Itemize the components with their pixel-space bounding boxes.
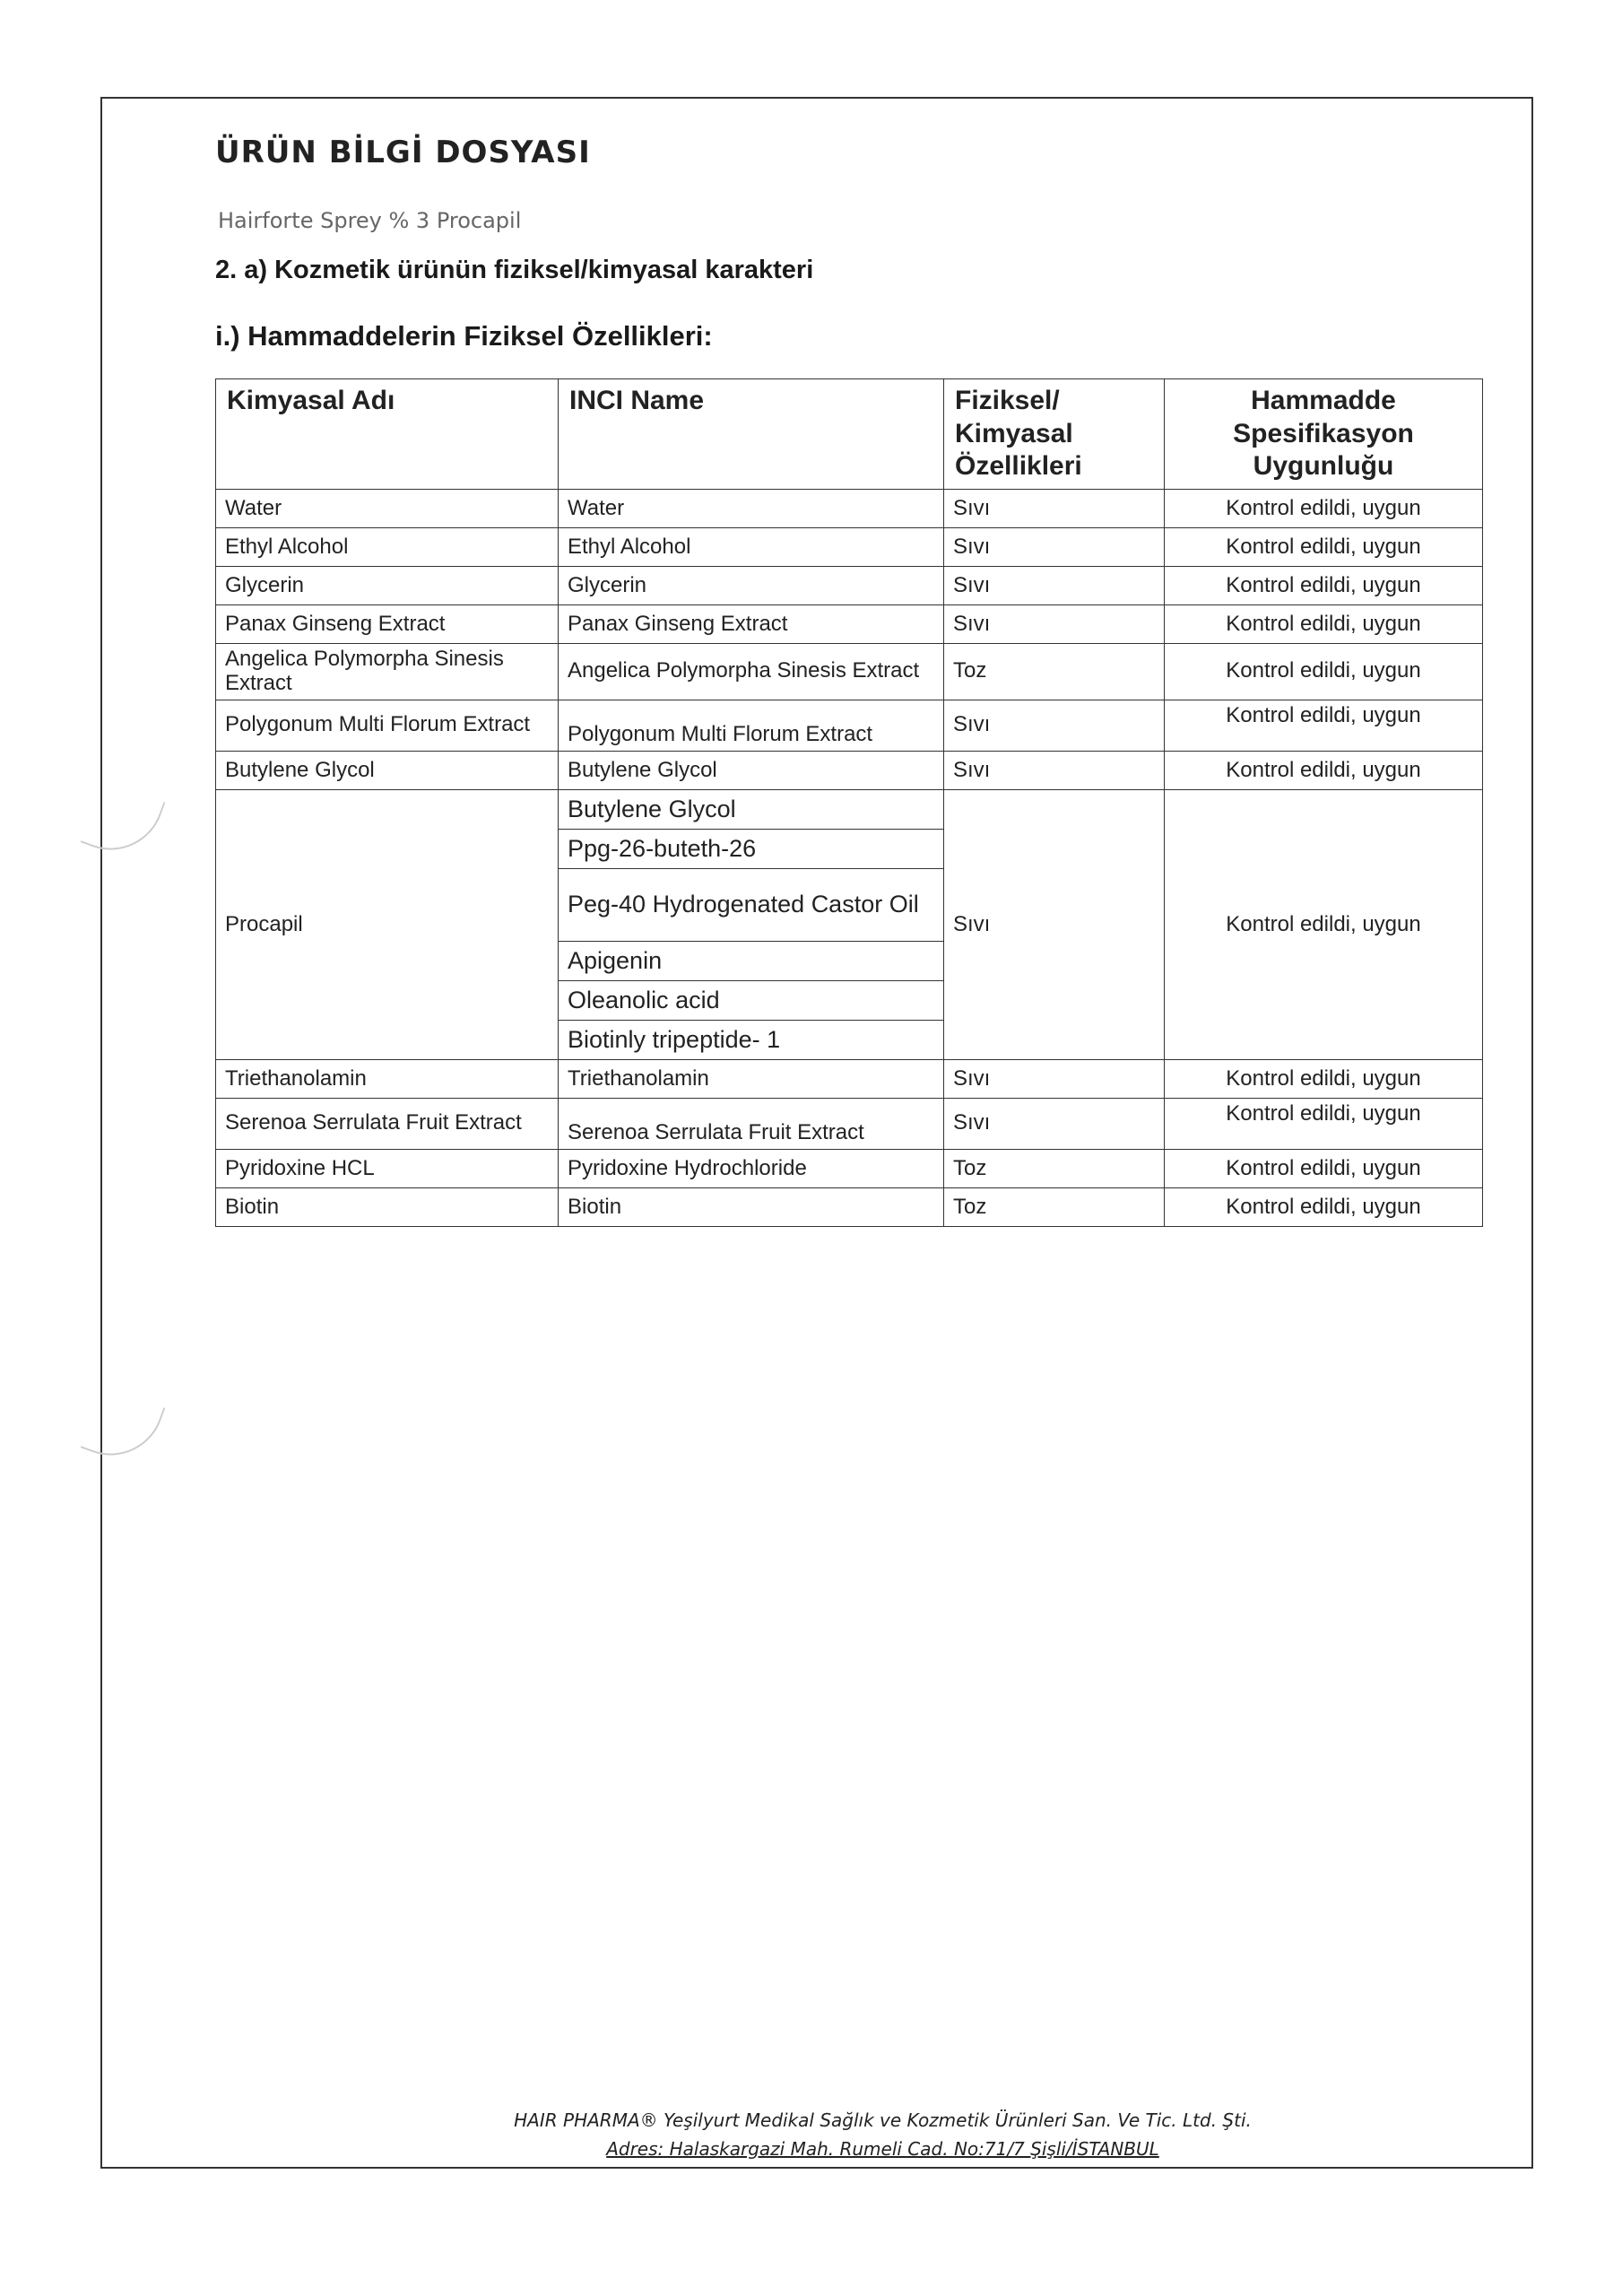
inci-name-cell: Peg-40 Hydrogenated Castor Oil (559, 868, 944, 941)
table-row-procapil (216, 789, 1483, 829)
inci-name-cell: Panax Ginseng Extract (559, 604, 944, 643)
table-row (216, 700, 1483, 751)
inci-name-cell: Pyridoxine Hydrochloride (559, 1149, 944, 1187)
table-row (216, 566, 1483, 604)
physical-property-cell: Sıvı (944, 566, 1165, 604)
inci-name-cell: Angelica Polymorpha Sinesis Extract (559, 643, 944, 700)
inci-name-cell: Ppg-26-buteth-26 (559, 829, 944, 868)
header-spec-compliance: Hammadde Spesifikasyon Uygunluğu (1165, 379, 1483, 490)
chemical-name-cell: Ethyl Alcohol (216, 527, 559, 566)
inci-name-cell: Polygonum Multi Florum Extract (559, 700, 944, 751)
table-row (216, 527, 1483, 566)
physical-property-cell: Toz (944, 1149, 1165, 1187)
physical-property-cell: Sıvı (944, 489, 1165, 527)
table-row (216, 643, 1483, 700)
chemical-name-cell: Water (216, 489, 559, 527)
inci-name-cell: Butylene Glycol (559, 751, 944, 789)
table-row (216, 1149, 1483, 1187)
spec-compliance-cell: Kontrol edildi, uygun (1165, 1187, 1483, 1226)
chemical-name-cell: Triethanolamin (216, 1059, 559, 1098)
chemical-name-cell: Pyridoxine HCL (216, 1149, 559, 1187)
inci-name-cell: Water (559, 489, 944, 527)
physical-property-cell: Toz (944, 643, 1165, 700)
spec-compliance-cell: Kontrol edildi, uygun (1165, 604, 1483, 643)
inci-name-cell: Glycerin (559, 566, 944, 604)
spec-compliance-cell: Kontrol edildi, uygun (1165, 527, 1483, 566)
spec-compliance-cell: Kontrol edildi, uygun (1165, 566, 1483, 604)
spec-compliance-cell: Kontrol edildi, uygun (1165, 489, 1483, 527)
inci-name-cell: Oleanolic acid (559, 980, 944, 1020)
physical-property-cell: Sıvı (944, 789, 1165, 1059)
table-row (216, 751, 1483, 789)
document-title: ÜRÜN BİLGİ DOSYASI (215, 135, 591, 170)
table-row (216, 489, 1483, 527)
chemical-name-cell: Serenoa Serrulata Fruit Extract (216, 1098, 559, 1149)
table-row (216, 1059, 1483, 1098)
physical-property-cell: Sıvı (944, 700, 1165, 751)
inci-name-cell: Ethyl Alcohol (559, 527, 944, 566)
chemical-name-cell: Polygonum Multi Florum Extract (216, 700, 559, 751)
spec-compliance-cell: Kontrol edildi, uygun (1165, 1059, 1483, 1098)
spec-compliance-cell: Kontrol edildi, uygun (1165, 700, 1483, 751)
physical-property-cell: Sıvı (944, 1098, 1165, 1149)
table-header-row (216, 379, 1483, 490)
header-chemical-name: Kimyasal Adı (216, 379, 559, 490)
chemical-name-cell: Butylene Glycol (216, 751, 559, 789)
table-row (216, 1098, 1483, 1149)
spec-compliance-cell: Kontrol edildi, uygun (1165, 751, 1483, 789)
chemical-name-cell: Biotin (216, 1187, 559, 1226)
table-row (216, 604, 1483, 643)
physical-property-cell: Sıvı (944, 1059, 1165, 1098)
table-row (216, 1187, 1483, 1226)
chemical-name-cell: Procapil (216, 789, 559, 1059)
physical-property-cell: Toz (944, 1187, 1165, 1226)
product-name: Hairforte Sprey % 3 Procapil (218, 208, 522, 233)
header-inci-name: INCI Name (559, 379, 944, 490)
spec-compliance-cell: Kontrol edildi, uygun (1165, 1098, 1483, 1149)
inci-name-cell: Serenoa Serrulata Fruit Extract (559, 1098, 944, 1149)
raw-materials-table (215, 378, 1483, 1227)
chemical-name-cell: Panax Ginseng Extract (216, 604, 559, 643)
section-heading: 2. a) Kozmetik ürünün fiziksel/kimyasal karakteri (215, 256, 814, 284)
inci-name-cell: Apigenin (559, 941, 944, 980)
physical-property-cell: Sıvı (944, 527, 1165, 566)
inci-name-cell: Triethanolamin (559, 1059, 944, 1098)
inci-name-cell: Biotin (559, 1187, 944, 1226)
physical-property-cell: Sıvı (944, 751, 1165, 789)
header-physical-properties: Fiziksel/ Kimyasal Özellikleri (944, 379, 1165, 490)
chemical-name-cell: Angelica Polymorpha Sinesis Extract (216, 643, 559, 700)
spec-compliance-cell: Kontrol edildi, uygun (1165, 789, 1483, 1059)
footer-company: HAIR PHARMA® Yeşilyurt Medikal Sağlık ve Kozmetik Ürünleri San. Ve Tic. Ltd. Şti. (514, 2109, 1252, 2131)
inci-name-cell: Biotinly tripeptide- 1 (559, 1020, 944, 1059)
spec-compliance-cell: Kontrol edildi, uygun (1165, 1149, 1483, 1187)
chemical-name-cell: Glycerin (216, 566, 559, 604)
inci-name-cell: Butylene Glycol (559, 789, 944, 829)
physical-property-cell: Sıvı (944, 604, 1165, 643)
sub-heading: i.) Hammaddelerin Fiziksel Özellikleri: (215, 320, 713, 352)
footer-address: Adres: Halaskargazi Mah. Rumeli Cad. No:71/7 Şişli/İSTANBUL (606, 2138, 1159, 2160)
spec-compliance-cell: Kontrol edildi, uygun (1165, 643, 1483, 700)
